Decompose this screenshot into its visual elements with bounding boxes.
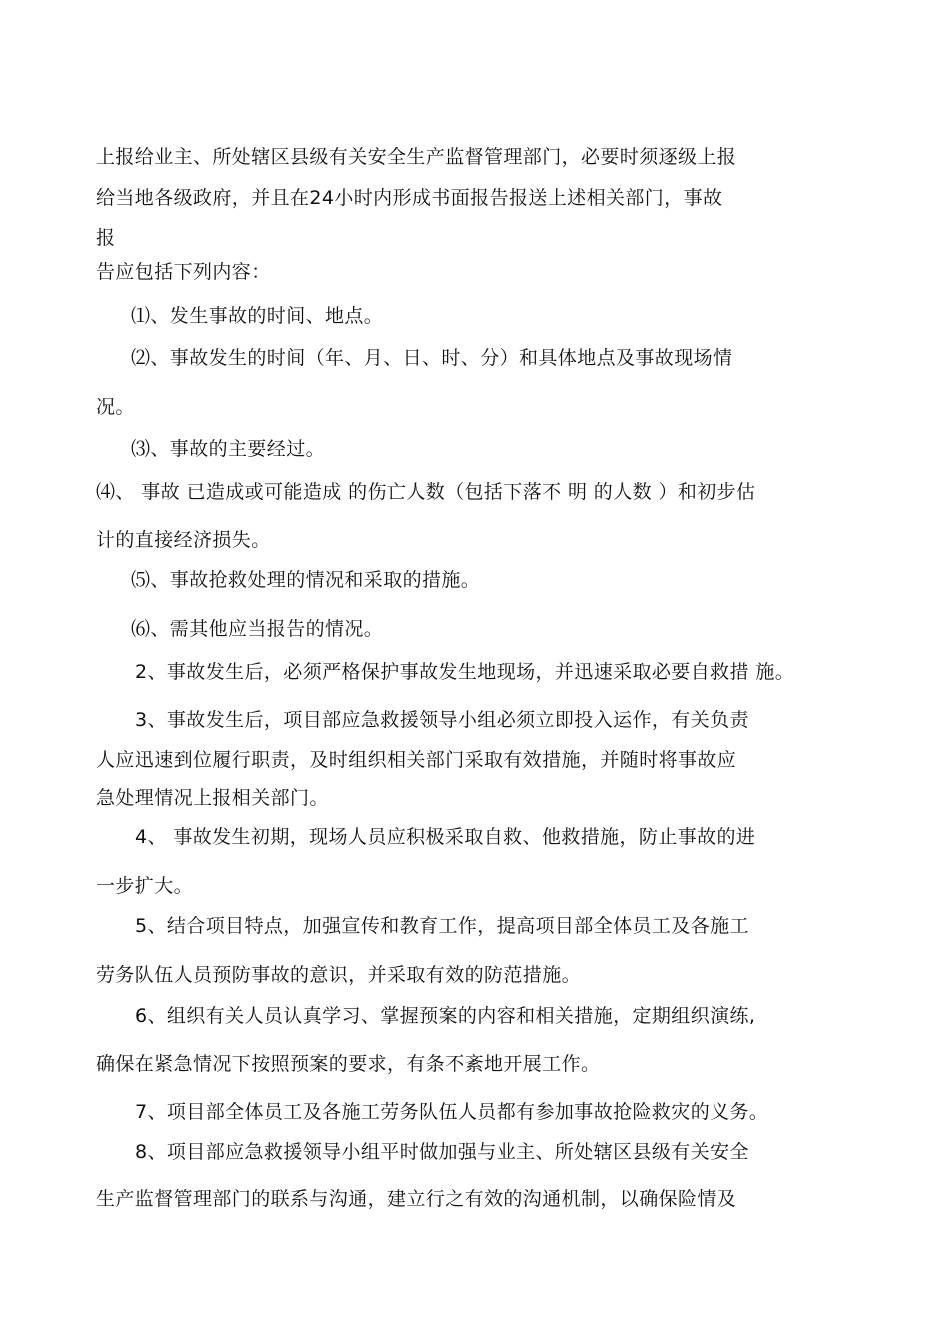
numbered-paragraph: 6、组织有关人员认真学习、掌握预案的内容和相关措施，定期组织演练, (135, 1005, 756, 1027)
text-line: 给当地各级政府，并且在24小时内形成书面报告报送上述相关部门，事故 (96, 187, 723, 209)
text-line: 计的直接经济损失。 (96, 529, 271, 551)
list-item: ⑸、事故抢救处理的情况和采取的措施。 (131, 569, 481, 591)
list-item: ⑷、 事故 已造成或可能造成 的伤亡人数（包括下落不 明 的人数 ）和初步估 (96, 481, 756, 503)
numbered-paragraph: 4、 事故发生初期，现场人员应积极采取自救、他救措施，防止事故的进 (135, 826, 756, 848)
numbered-paragraph: 8、项目部应急救援领导小组平时做加强与业主、所处辖区县级有关安全 (135, 1141, 749, 1163)
list-item: ⑵、事故发生的时间（年、月、日、时、分）和具体地点及事故现场情 (131, 347, 733, 369)
text-line: 上报给业主、所处辖区县级有关安全生产监督管理部门，必要时须逐级上报 (96, 146, 737, 168)
text-line: 况。 (96, 396, 135, 418)
text-line: 人应迅速到位履行职责，及时组织相关部门采取有效措施，并随时将事故应 (96, 749, 737, 771)
text-line: 生产监督管理部门的联系与沟通，建立行之有效的沟通机制，以确保险情及 (96, 1188, 737, 1210)
list-item: ⑹、需其他应当报告的情况。 (131, 618, 384, 640)
text-line: 一步扩大。 (96, 875, 194, 897)
list-item: ⑶、事故的主要经过。 (131, 438, 326, 460)
text-line: 告应包括下列内容： (96, 261, 271, 283)
numbered-paragraph: 5、结合项目特点，加强宣传和教育工作，提高项目部全体员工及各施工 (135, 915, 749, 937)
numbered-paragraph: 2、事故发生后，必须严格保护事故发生地现场，并迅速采取必要自救措 施。 (135, 661, 795, 683)
numbered-paragraph: 7、项目部全体员工及各施工劳务队伍人员都有参加事故抢险救灾的义务。 (135, 1101, 769, 1123)
text-line: 劳务队伍人员预防事故的意识，并采取有效的防范措施。 (96, 964, 582, 986)
numbered-paragraph: 3、事故发生后，项目部应急救援领导小组必须立即投入运作，有关负责 (135, 709, 749, 731)
text-line: 确保在紧急情况下按照预案的要求，有条不紊地开展工作。 (96, 1053, 601, 1075)
text-line: 急处理情况上报相关部门。 (96, 787, 329, 809)
text-line: 报 (96, 227, 116, 249)
list-item: ⑴、发生事故的时间、地点。 (131, 305, 384, 327)
